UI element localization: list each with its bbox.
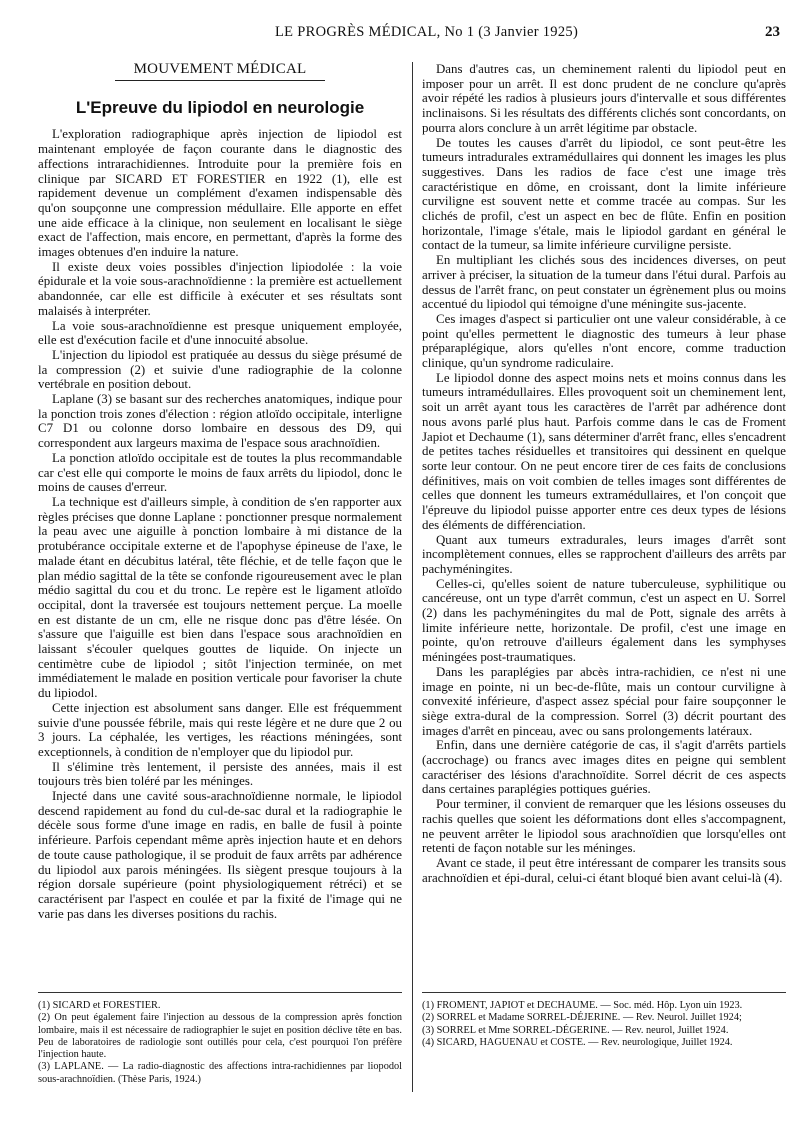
- paragraph: De toutes les causes d'arrêt du lipiodol, ce sont peut-être les tumeurs intradurales extramédullaires qui donnent les images les plus suggestives. Dans les radios de face c'est une image très caractéristique en dôme, en croissant, dont la limite inférieure curviligne est souvent nette et comme tracée au compas. Sur les clichés de profil, c'est un aspect en bec de flûte. Enfin en position horizontale, l'image s'étale, mais le lipiodol gardant en général le contact de la tumeur, sa limite inférieure curviligne persiste.: [422, 135, 786, 253]
- footnote-rule-left: [38, 992, 402, 993]
- paragraph: Ces images d'aspect si particulier ont une valeur considérable, à ce point qu'elles permettent le diagnostic des tumeurs à leur phase préparaplégique, alors qu'elles n'ont encore, comme traduction clinique, qu'un syndrome radiculaire.: [422, 311, 786, 371]
- paragraph: Celles-ci, qu'elles soient de nature tuberculeuse, syphilitique ou cancéreuse, ont un type d'arrêt commun, c'est un aspect en U. Sorrel (2) dans les pachyméningites du mal de Pott, signale des arrêts à limite inférieure nette, horizontale. De profil, c'est une image en pointe, qu'on retrouve d'ailleurs également dans les symphyses méningées post-traumatiques.: [422, 576, 786, 665]
- paragraph: Il s'élimine très lentement, il persiste des années, mais il est toujours très bien toléré par les méninges.: [38, 759, 402, 789]
- paragraph: Avant ce stade, il peut être intéressant de comparer les transits sous arachnoïdien et épi-dural, celui-ci étant bloqué bien avant celui-là (4).: [422, 855, 786, 885]
- paragraph: L'injection du lipiodol est pratiquée au dessus du siège présumé de la compression (2) et suivie d'une radiographie de la colonne vertébrale en position debout.: [38, 347, 402, 392]
- page-number: 23: [765, 24, 780, 40]
- paragraph: Pour terminer, il convient de remarquer que les lésions osseuses du rachis quelles que soient les déformations dont elles s'accompagnent, ne peuvent arrêter le lipiodol sous arachnoïdien que lorsqu'elles ont retenti de façon notable sur les méninges.: [422, 797, 786, 856]
- footnote-rule-right: [422, 992, 786, 993]
- footnotes-left: [38, 1000, 402, 1086]
- paragraph: Dans d'autres cas, un cheminement ralenti du lipiodol peut en imposer pour un arrêt. Il est donc prudent de ne conclure qu'après avoir répété les radios à plusieurs jours d'intervalle et sous différentes inclinaisons. Si les résultats des différents clichés sont concordants, on pourra alors conclure à un arrêt légitime par obstacle.: [422, 62, 786, 135]
- paragraph: Il existe deux voies possibles d'injection lipiodolée : la voie épidurale et la voie sous-arachnoïdienne : la première est actuellement abandonnée, car elle est difficile à exécuter et ses résultats sont malaisés à interpréter.: [38, 259, 402, 318]
- footnote: (3) SORREL et Mme SORREL-DÉGERINE. — Rev. neurol, Juillet 1924.: [422, 1024, 729, 1036]
- paragraph: Le lipiodol donne des aspect moins nets et moins connus dans les tumeurs intramédullaires. Elles provoquent soit un cheminement lent, soit un arrêt ayant tous les caractères de l'arrêt par adhérence dont nous avons parlé plus haut. Parfois comme dans le cas de Froment Japiot et Dechaume (1), sans déterminer d'arrêt franc, elles s'encadrent de petites taches résiduelles et transitoires qui dessinent en quelque sorte leur contour. On ne peut encore tirer de ces faits de conclusions définitives, mais on voit combien de telles images sont différentes de celles que donnent les tumeurs extramédullaires, et l'on conçoit que l'épreuve du lipiodol puisse apporter entre ces deux types de lésions des éléments de différenciation.: [422, 370, 786, 532]
- paragraph: La voie sous-arachnoïdienne est presque uniquement employée, elle est d'exécution facile et d'une innocuité absolue.: [38, 318, 402, 348]
- footnote: (4) SICARD, HAGUENAU et COSTE. — Rev. neurologique, Juillet 1924.: [422, 1036, 733, 1048]
- right-column: [422, 62, 786, 885]
- footnote: (3) LAPLANE. — La radio-diagnostic des affections intra-rachidiennes par liopodol sous-arachnoïdien. (Thèse Paris, 1924.): [38, 1061, 402, 1085]
- left-column: [38, 62, 402, 921]
- footnote: (2) SORREL et Madame SORREL-DÉJERINE. — Rev. Neurol. Juillet 1924;: [422, 1012, 742, 1024]
- paragraph: Injecté dans une cavité sous-arachnoïdienne normale, le lipiodol descend rapidement au fond du cul-de-sac dural et la radiographie le décèle sous forme d'une image en radis, en balle de fusil à pointe inférieure. Parfois cependant même après injection haute et en dehors de toute cause pathologique, il se produit de faux arrêts par adhérence du lipiodol aux parois méningées. Ils siègent presque toujours à la région dorsale supérieure (point physiologiquement rétréci) et se caractérisent par l'aspect en coulée et par la fixité de l'image qui ne varie pas dans les diverses positions du rachis.: [38, 789, 402, 921]
- paragraph: Laplane (3) se basant sur des recherches anatomiques, indique pour la ponction trois zones d'élection : région atloïdo occipitale, interligne C7 D1 ou colonne dorso lombaire en dessous des D9, qui correspondent aux largeurs maxima de l'espace sous arachnoïdien.: [38, 392, 402, 451]
- footnote: (2) On peut également faire l'injection au dessous de la compression après fonction lombaire, mais il est nécessaire de radiographier le sujet en position déclive tête en bas. Peu de laboratoires de radiologie sont outillés pour cela, c'est pourquoi l'on préfère l'injection haute.: [38, 1012, 402, 1061]
- section-title: MOUVEMENT MÉDICAL: [133, 61, 307, 77]
- section-heading-box: [115, 62, 325, 81]
- paragraph: Cette injection est absolument sans danger. Elle est fréquemment suivie d'une poussée fébrile, mais qui reste légère et ne dure que 2 ou 3 jours. La céphalée, les vertiges, les réactions méningées, sont exceptionnels, à condition de n'employer que du lipiodol pur.: [38, 700, 402, 759]
- paragraph: Enfin, dans une dernière catégorie de cas, il s'agit d'arrêts partiels (accrochage) ou francs avec images dites en peigne qui semblent caractériser des lésions d'arachnoïdite. Sorrel décrit de ces aspects dans certaines paraplégies pottiques guéries.: [422, 738, 786, 797]
- footnote: (1) FROMENT, JAPIOT et DECHAUME. — Soc. méd. Hôp. Lyon uin 1923.: [422, 1000, 743, 1011]
- article-title: L'Epreuve du lipiodol en neurologie: [75, 97, 365, 117]
- running-header: [40, 24, 780, 44]
- footnotes-right: [422, 1000, 786, 1049]
- paragraph: En multipliant les clichés sous des incidences diverses, on peut arriver à préciser, la situation de la tumeur dans l'étui dural. Parfois au dessus de l'arrêt franc, on peut constater un égrènement plus ou moins accentué du lipiodol qui témoigne d'une méningite sus-jacente.: [422, 253, 786, 312]
- paragraph: La technique est d'ailleurs simple, à condition de s'en rapporter aux règles précises que donne Laplane : ponctionner presque normalement la peau avec une aiguille à ponction lombaire à mi distance de la protubérance occipitale externe et de l'apophyse épineuse de l'axe, le malade étant en décubitus latéral, tête fléchie, et de telle façon que le plan médio sagittal de la tête se confonde rigoureusement avec le plan médio sagittal du cou et du tronc. Le repère est le ligament atloïdo occipital, dont la traversée est toujours nettement perçue. La moelle en est distante de un cm, elle ne risque donc pas d'être lésée. On s'assure que l'aiguille est bien dans l'espace sous arachnoïdien en laissant s'écouler quelques gouttes de liquide. On injecte un centimètre cube de lipiodol ; sitôt l'injection terminée, on met immédiatement le malade en position verticale pour favoriser la chute du lipiodol.: [38, 494, 402, 701]
- footnote: (1) SICARD et FORESTIER.: [38, 1000, 161, 1011]
- paragraph: L'exploration radiographique après injection de lipiodol est maintenant employée de façon courante dans le diagnostic des affections intrarachidiennes. Introduite pour la première fois en clinique par SICARD ET FORESTIER en 1922 (1), elle est rapidement devenue un complément d'examen indispensable dès qu'on soupçonne une compression médullaire. Elle apporte en effet une aide efficace à la clinique, non seulement en localisant le siège exact de l'affection, mais encore, en permettant, d'après la forme des images obtenues d'en induire la nature.: [38, 127, 402, 260]
- paragraph: Quant aux tumeurs extradurales, leurs images d'arrêt sont incomplètement connues, elles se rapprochent d'ailleurs des arrêts par pachyméningites.: [422, 532, 786, 576]
- paragraph: La ponction atloïdo occipitale est de toutes la plus recommandable car c'est elle qui comporte le moins de faux arrêts du lipiodol, donc le moins de causes d'erreur.: [38, 450, 402, 495]
- column-divider: [412, 62, 413, 1092]
- journal-header-title: LE PROGRÈS MÉDICAL, No 1 (3 Janvier 1925): [275, 24, 579, 40]
- paragraph: Dans les paraplégies par abcès intra-rachidien, ce n'est ni une image en pointe, ni un bec-de-flûte, mais un contour curviligne à convexité inférieure, d'aspect assez spécial pour faire soupçonner le siège extra-dural de la compression. Sorrel (3) décrit pourtant des images d'arrêt en pinceau, avec ou sans prolongements latéraux.: [422, 664, 786, 738]
